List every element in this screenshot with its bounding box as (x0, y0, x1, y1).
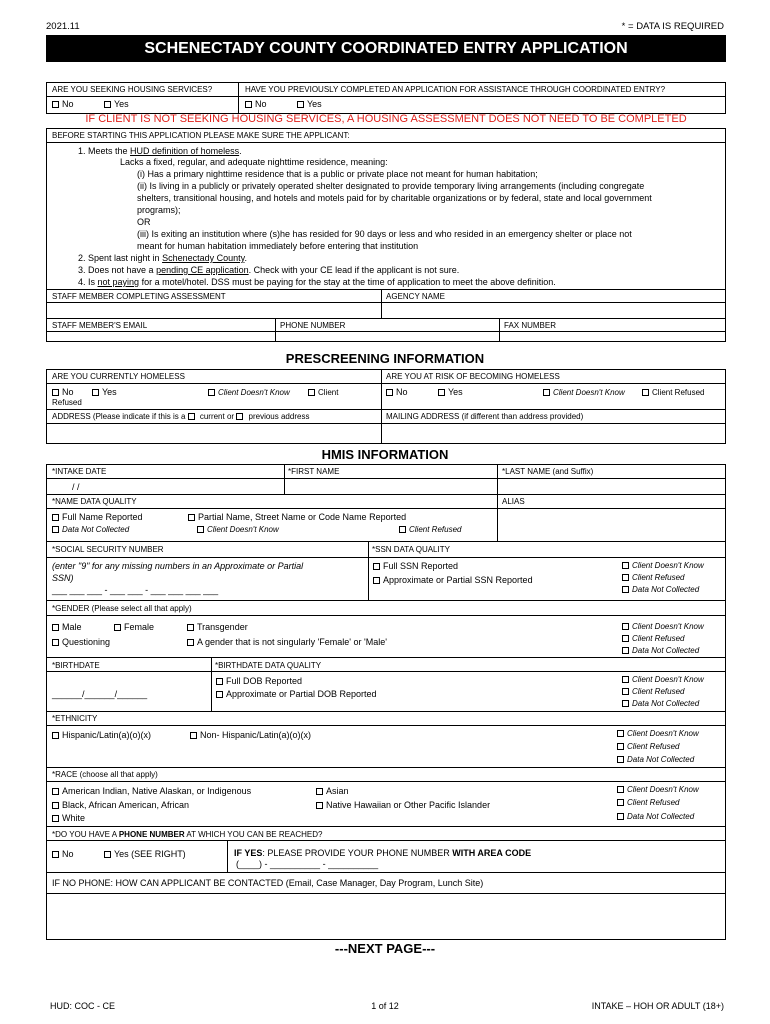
gender-label: *GENDER (Please select all that apply) (52, 604, 192, 613)
male-option[interactable]: Male (52, 622, 82, 632)
checkbox[interactable] (245, 101, 252, 108)
checkbox[interactable] (52, 639, 59, 646)
no-phone-contact-label: IF NO PHONE: HOW CAN APPLICANT BE CONTACTED (Email, Case Manager, Day Program, Lunch Site) (52, 878, 484, 888)
first-name-field[interactable] (285, 479, 496, 493)
checkbox[interactable] (622, 647, 629, 654)
transgender-option[interactable]: Transgender (187, 622, 248, 632)
ssn-cr-option[interactable]: Client Refused (622, 573, 684, 582)
gender-dnc-option[interactable]: Data Not Collected (622, 646, 699, 655)
phone-question: *DO YOU HAVE A PHONE NUMBER AT WHICH YOU CAN BE REACHED? (52, 830, 323, 839)
criteria-iii-1: (iii) Is exiting an institution where (s)he has resided for 90 days or less and who resided in an emergency shelter or place not (137, 229, 632, 239)
ssn-data-quality-label: *SSN DATA QUALITY (372, 545, 450, 554)
birthdate-label: *BIRTHDATE (52, 661, 100, 670)
phone-number-label: PHONE NUMBER (280, 321, 346, 330)
criteria-1: 1. Meets the HUD definition of homeless. (78, 146, 242, 156)
homeless-refused-option[interactable]: Client (308, 388, 338, 397)
ssn-dnc-option[interactable]: Data Not Collected (622, 585, 699, 594)
fax-number-label: FAX NUMBER (504, 321, 557, 330)
warning-text: IF CLIENT IS NOT SEEKING HOUSING SERVICES, A HOUSING ASSESSMENT DOES NOT NEED TO BE COMPLETED (85, 113, 687, 125)
risk-yes-option[interactable]: Yes (438, 387, 463, 397)
first-name-label: *FIRST NAME (288, 467, 340, 476)
checkbox[interactable] (114, 624, 121, 631)
agency-name-field[interactable] (382, 303, 725, 317)
criteria-ii-1: (ii) Is living in a publicly or privately operated shelter designated to provide temporary living arrangements (including congregate (137, 181, 645, 191)
ethnicity-cr-option[interactable]: Client Refused (617, 742, 679, 751)
dob-cr-option[interactable]: Client Refused (622, 687, 684, 696)
phone-no-option[interactable]: No (52, 849, 74, 859)
birthdate-field[interactable]: ______/______/______ (52, 689, 148, 699)
name-data-quality-label: *NAME DATA QUALITY (52, 497, 137, 506)
checkbox[interactable] (316, 788, 323, 795)
before-starting-label: BEFORE STARTING THIS APPLICATION PLEASE MAKE SURE THE APPLICANT: (52, 131, 350, 140)
black-option[interactable]: Black, African American, African (52, 800, 189, 810)
ethnicity-dnc-option[interactable]: Data Not Collected (617, 755, 694, 764)
staff-member-field[interactable] (47, 303, 380, 317)
previous-application-question: HAVE YOU PREVIOUSLY COMPLETED AN APPLICATION FOR ASSISTANCE THROUGH COORDINATED ENTRY? (245, 85, 666, 94)
checkbox[interactable] (617, 786, 624, 793)
checkbox[interactable] (622, 688, 629, 695)
alias-label: ALIAS (502, 497, 525, 506)
aian-option[interactable]: American Indian, Native Alaskan, or Indigenous (52, 786, 251, 796)
homeless-yes-option[interactable]: Yes (92, 387, 117, 397)
next-page-label: ---NEXT PAGE--- (334, 941, 436, 956)
partial-ssn-option[interactable]: Approximate or Partial SSN Reported (373, 575, 533, 585)
checkbox[interactable] (617, 756, 624, 763)
at-risk-label: ARE YOU AT RISK OF BECOMING HOMELESS (386, 372, 560, 381)
if-yes-instruction: IF YES: PLEASE PROVIDE YOUR PHONE NUMBER WITH AREA CODE (234, 848, 532, 858)
alias-field[interactable] (498, 509, 725, 540)
hmis-title: HMIS INFORMATION (321, 447, 449, 462)
intake-date-field[interactable]: / / (72, 482, 80, 492)
checkbox[interactable] (52, 815, 59, 822)
hispanic-option[interactable]: Hispanic/Latin(a)(o)(x) (52, 730, 151, 740)
checkbox[interactable] (52, 101, 59, 108)
criteria-ii-3: programs); (137, 205, 181, 215)
gender-cdk-option[interactable]: Client Doesn't Know (622, 622, 704, 631)
mailing-address-field[interactable] (382, 424, 725, 443)
checkbox[interactable] (216, 691, 223, 698)
not-singular-option[interactable]: A gender that is not singularly 'Female' or 'Male' (187, 637, 387, 647)
checkbox[interactable] (373, 563, 380, 570)
checkbox[interactable] (622, 562, 629, 569)
checkbox[interactable] (622, 635, 629, 642)
agency-name-label: AGENCY NAME (386, 292, 445, 301)
seeking-housing-question: ARE YOU SEEKING HOUSING SERVICES? (52, 85, 213, 94)
checkbox[interactable] (617, 730, 624, 737)
name-dnc-option[interactable]: Data Not Collected (52, 525, 129, 534)
checkbox[interactable] (622, 586, 629, 593)
checkbox[interactable] (52, 802, 59, 809)
checkbox[interactable] (617, 799, 624, 806)
checkbox[interactable] (52, 526, 59, 533)
full-dob-option[interactable]: Full DOB Reported (216, 676, 302, 686)
homeless-no-option[interactable]: No (52, 387, 74, 397)
checkbox[interactable] (622, 574, 629, 581)
checkbox[interactable] (622, 623, 629, 630)
footer-right: INTAKE – HOH OR ADULT (18+) (591, 1001, 724, 1011)
homeless-cdk-option[interactable]: Client Doesn't Know (208, 388, 290, 397)
previous-yes-option[interactable]: Yes (297, 99, 322, 109)
checkbox[interactable] (386, 389, 393, 396)
page-title: SCHENECTADY COUNTY COORDINATED ENTRY APPLICATION (46, 35, 726, 62)
checkbox[interactable] (104, 101, 111, 108)
previous-address-checkbox[interactable] (236, 413, 243, 420)
ethnicity-label: *ETHNICITY (52, 714, 98, 723)
current-address-checkbox[interactable] (188, 413, 195, 420)
checkbox[interactable] (187, 639, 194, 646)
date-code: 2021.11 (46, 21, 80, 32)
criteria-i: (i) Has a primary nighttime residence that is a public or private place not meant for human habitation; (137, 169, 538, 179)
name-cdk-option[interactable]: Client Doesn't Know (197, 525, 279, 534)
ssn-cdk-option[interactable]: Client Doesn't Know (622, 561, 704, 570)
risk-refused-option[interactable]: Client Refused (642, 388, 704, 397)
ssn-field[interactable]: ___ ___ ___ - ___ ___ - ___ ___ ___ ___ (52, 585, 219, 595)
checkbox[interactable] (316, 802, 323, 809)
address-field[interactable] (47, 424, 380, 443)
criteria-or: OR (137, 217, 151, 227)
criteria-1-sub: Lacks a fixed, regular, and adequate nighttime residence, meaning: (120, 157, 388, 167)
checkbox[interactable] (617, 813, 624, 820)
checkbox[interactable] (622, 676, 629, 683)
phone-yes-option[interactable]: Yes (SEE RIGHT) (104, 849, 186, 859)
checkbox[interactable] (190, 732, 197, 739)
seeking-yes-option[interactable]: Yes (104, 99, 129, 109)
race-cdk-option[interactable]: Client Doesn't Know (617, 785, 699, 794)
last-name-label: *LAST NAME (and Suffix) (502, 467, 594, 476)
race-label: *RACE (choose all that apply) (52, 770, 158, 779)
female-option[interactable]: Female (114, 622, 154, 632)
gender-cr-option[interactable]: Client Refused (622, 634, 684, 643)
last-name-field[interactable] (498, 479, 725, 493)
criteria-iii-2: meant for human habitation immediately before entering that institution (137, 241, 419, 251)
full-ssn-option[interactable]: Full SSN Reported (373, 561, 458, 571)
race-dnc-option[interactable]: Data Not Collected (617, 812, 694, 821)
race-cr-option[interactable]: Client Refused (617, 798, 679, 807)
checkbox[interactable] (52, 732, 59, 739)
seeking-no-option[interactable]: No (52, 99, 74, 109)
checkbox[interactable] (438, 389, 445, 396)
prescreening-title: PRESCREENING INFORMATION (285, 351, 485, 366)
homeless-refused-wrap: Refused (52, 398, 82, 407)
staff-member-label: STAFF MEMBER COMPLETING ASSESSMENT (52, 292, 226, 301)
full-name-option[interactable]: Full Name Reported (52, 512, 143, 522)
checkbox[interactable] (197, 526, 204, 533)
checkbox[interactable] (216, 678, 223, 685)
checkbox[interactable] (187, 624, 194, 631)
staff-email-label: STAFF MEMBER'S EMAIL (52, 321, 148, 330)
staff-email-field[interactable] (47, 332, 274, 341)
criteria-4: 4. Is not paying for a motel/hotel. DSS must be paying for the stay at the time of application to meet the above definition. (78, 277, 556, 287)
risk-no-option[interactable]: No (386, 387, 408, 397)
mailing-address-label: MAILING ADDRESS (if different than address provided) (386, 412, 584, 421)
ssn-note-2: SSN) (52, 573, 74, 583)
ssn-note: (enter "9" for any missing numbers in an Approximate or Partial (52, 561, 304, 571)
checkbox[interactable] (297, 101, 304, 108)
checkbox[interactable] (308, 389, 315, 396)
non-hispanic-option[interactable]: Non- Hispanic/Latin(a)(o)(x) (190, 730, 311, 740)
dob-dnc-option[interactable]: Data Not Collected (622, 699, 699, 708)
asian-option[interactable]: Asian (316, 786, 349, 796)
checkbox[interactable] (52, 624, 59, 631)
checkbox[interactable] (52, 389, 59, 396)
checkbox[interactable] (92, 389, 99, 396)
applicant-phone-field[interactable]: (____) - __________ - __________ (236, 859, 379, 869)
criteria-2: 2. Spent last night in Schenectady County. (78, 253, 247, 263)
checkbox[interactable] (642, 389, 649, 396)
checkbox[interactable] (373, 577, 380, 584)
page-number: 1 of 12 (371, 1001, 399, 1011)
currently-homeless-label: ARE YOU CURRENTLY HOMELESS (52, 372, 185, 381)
checkbox[interactable] (188, 514, 195, 521)
no-phone-contact-field[interactable] (47, 894, 725, 939)
checkbox[interactable] (622, 700, 629, 707)
partial-dob-option[interactable]: Approximate or Partial DOB Reported (216, 689, 377, 699)
questioning-option[interactable]: Questioning (52, 637, 110, 647)
criteria-3: 3. Does not have a pending CE application. Check with your CE lead if the applicant is not sure. (78, 265, 460, 275)
checkbox[interactable] (52, 788, 59, 795)
partial-name-option[interactable]: Partial Name, Street Name or Code Name Reported (188, 512, 406, 522)
footer-left: HUD: COC - CE (50, 1001, 115, 1011)
checkbox[interactable] (104, 851, 111, 858)
fax-number-field[interactable] (500, 332, 725, 341)
checkbox[interactable] (399, 526, 406, 533)
checkbox[interactable] (52, 514, 59, 521)
ethnicity-cdk-option[interactable]: Client Doesn't Know (617, 729, 699, 738)
criteria-ii-2: shelters, transitional housing, and hotels and motels paid for by charitable organizations or by federal, state and local government (137, 193, 652, 203)
checkbox[interactable] (208, 389, 215, 396)
birthdate-quality-label: *BIRTHDATE DATA QUALITY (215, 661, 322, 670)
name-cr-option[interactable]: Client Refused (399, 525, 461, 534)
dob-cdk-option[interactable]: Client Doesn't Know (622, 675, 704, 684)
checkbox[interactable] (617, 743, 624, 750)
risk-cdk-option[interactable]: Client Doesn't Know (543, 388, 625, 397)
checkbox[interactable] (543, 389, 550, 396)
previous-no-option[interactable]: No (245, 99, 267, 109)
required-note: * = DATA IS REQUIRED (621, 21, 724, 32)
ssn-label: *SOCIAL SECURITY NUMBER (52, 545, 164, 554)
phone-number-field[interactable] (276, 332, 498, 341)
address-label: ADDRESS (Please indicate if this is a current or previous address (52, 412, 310, 421)
white-option[interactable]: White (52, 813, 85, 823)
intake-date-label: *INTAKE DATE (52, 467, 107, 476)
checkbox[interactable] (52, 851, 59, 858)
nhpi-option[interactable]: Native Hawaiian or Other Pacific Islander (316, 800, 490, 810)
